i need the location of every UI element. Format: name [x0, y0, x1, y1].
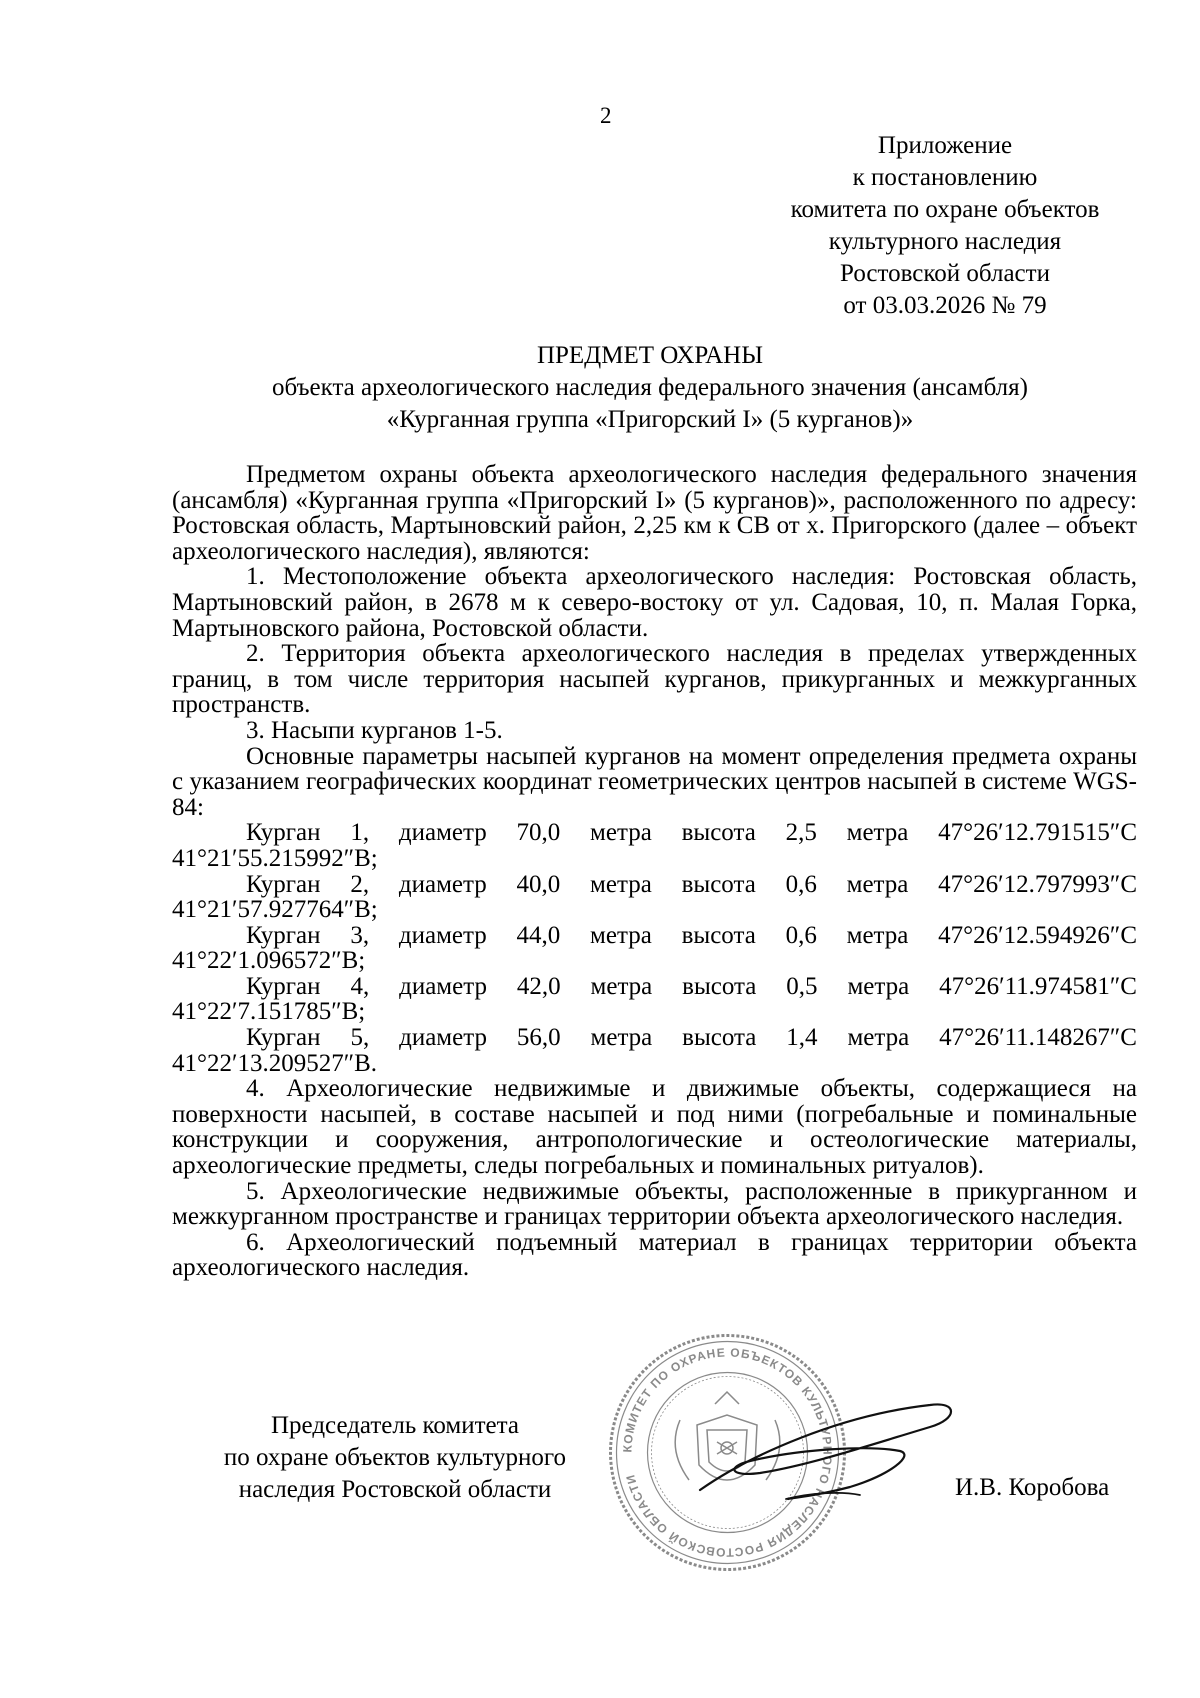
signatory-title-line: Председатель комитета	[271, 1412, 519, 1439]
page-number: 2	[600, 103, 612, 128]
appendix-line: культурного наследия	[828, 228, 1062, 255]
kurgan-1-longitude: 41°21′55.215992″В;	[172, 844, 378, 872]
kurgan-5-params: Курган 5, диаметр 56,0 метра высота 1,4 метра 47°26′11.148267″С	[246, 1024, 1137, 1052]
appendix-line: Ростовской области	[840, 260, 1050, 287]
intro-paragraph: Предметом охраны объекта археологического наследия федерального значения (ансамбля) «Курганная группа «Пригорский I» (5 курганов)», расположенного по адресу: Ростовская область, Мартыновский район, 2,25 км к СВ от х. Пригорского (далее – объект археологического наследия), являются:	[172, 461, 1137, 565]
kurgan-3-params: Курган 3, диаметр 44,0 метра высота 0,6 метра 47°26′12.594926″С	[246, 921, 1137, 949]
kurgan-4-params: Курган 4, диаметр 42,0 метра высота 0,5 метра 47°26′11.974581″С	[246, 972, 1137, 1000]
item-surface-material: 6. Археологический подъемный материал в границах территории объекта археологического наследия.	[172, 1228, 1137, 1282]
kurgan-3-longitude: 41°22′1.096572″В;	[172, 947, 366, 975]
kurgan-2-longitude: 41°21′57.927764″В;	[172, 896, 378, 924]
params-paragraph: Основные параметры насыпей курганов на момент определения предмета охраны с указанием географических координат геометрических центров насыпей в системе WGS-84:	[172, 742, 1137, 821]
handwritten-signature	[690, 1395, 960, 1525]
kurgan-1-params: Курган 1, диаметр 70,0 метра высота 2,5 метра 47°26′12.791515″С	[246, 819, 1137, 847]
appendix-line: Приложение	[877, 132, 1013, 159]
appendix-line: от 03.03.2026 № 79	[843, 292, 1047, 319]
item-objects: 4. Археологические недвижимые и движимые объекты, содержащиеся на поверхности насыпей, в составе насыпей и под ними (погребальные и поминальные конструкции и сооружения, антропологические и остеологические материалы, археологические предметы, следы погребальных и поминальных ритуалов).	[172, 1075, 1137, 1180]
kurgan-2-params: Курган 2, диаметр 40,0 метра высота 0,6 метра 47°26′12.797993″С	[246, 870, 1137, 898]
document-body	[172, 462, 1137, 1281]
signatory-title-line: наследия Ростовской области	[238, 1476, 552, 1503]
kurgan-5-longitude: 41°22′13.209527″В.	[172, 1049, 378, 1077]
item-mounds: 3. Насыпи курганов 1-5.	[246, 716, 503, 744]
signatory-title	[180, 1410, 610, 1506]
title-object-name: «Курганная группа «Пригорский I» (5 курганов)»	[386, 406, 914, 433]
title-subtitle: объекта археологического наследия федерального значения (ансамбля)	[272, 374, 1028, 401]
item-territory: 2. Территория объекта археологического наследия в пределах утвержденных границ, в том числе территория насыпей курганов, прикурганных и межкурганных пространств.	[172, 640, 1137, 719]
appendix-line: комитета по охране объектов	[790, 196, 1100, 223]
item-adjacent-objects: 5. Археологические недвижимые объекты, расположенные в прикурганном и межкурганном пространстве и границах территории объекта археологического наследия.	[172, 1177, 1137, 1231]
appendix-line: к постановлению	[852, 164, 1038, 191]
seal-text: КОМИТЕТ ПО ОХРАНЕ ОБЪЕКТОВ КУЛЬТУРНОГО НАСЛЕДИЯ РОСТОВСКОЙ ОБЛАСТИ	[620, 1345, 835, 1560]
document-title	[170, 340, 1130, 436]
kurgan-4-longitude: 41°22′7.151785″В;	[172, 998, 366, 1026]
item-location: 1. Местоположение объекта археологического наследия: Ростовская область, Мартыновский район, в 2678 м к северо-востоку от ул. Садовая, 10, п. Малая Горка, Мартыновского района, Ростовской области.	[172, 563, 1137, 642]
signatory-title-line: по охране объектов культурного	[223, 1444, 567, 1471]
title-main: ПРЕДМЕТ ОХРАНЫ	[536, 342, 764, 369]
appendix-header	[720, 130, 1170, 322]
signatory-name: И.В. Коробова	[955, 1474, 1110, 1501]
